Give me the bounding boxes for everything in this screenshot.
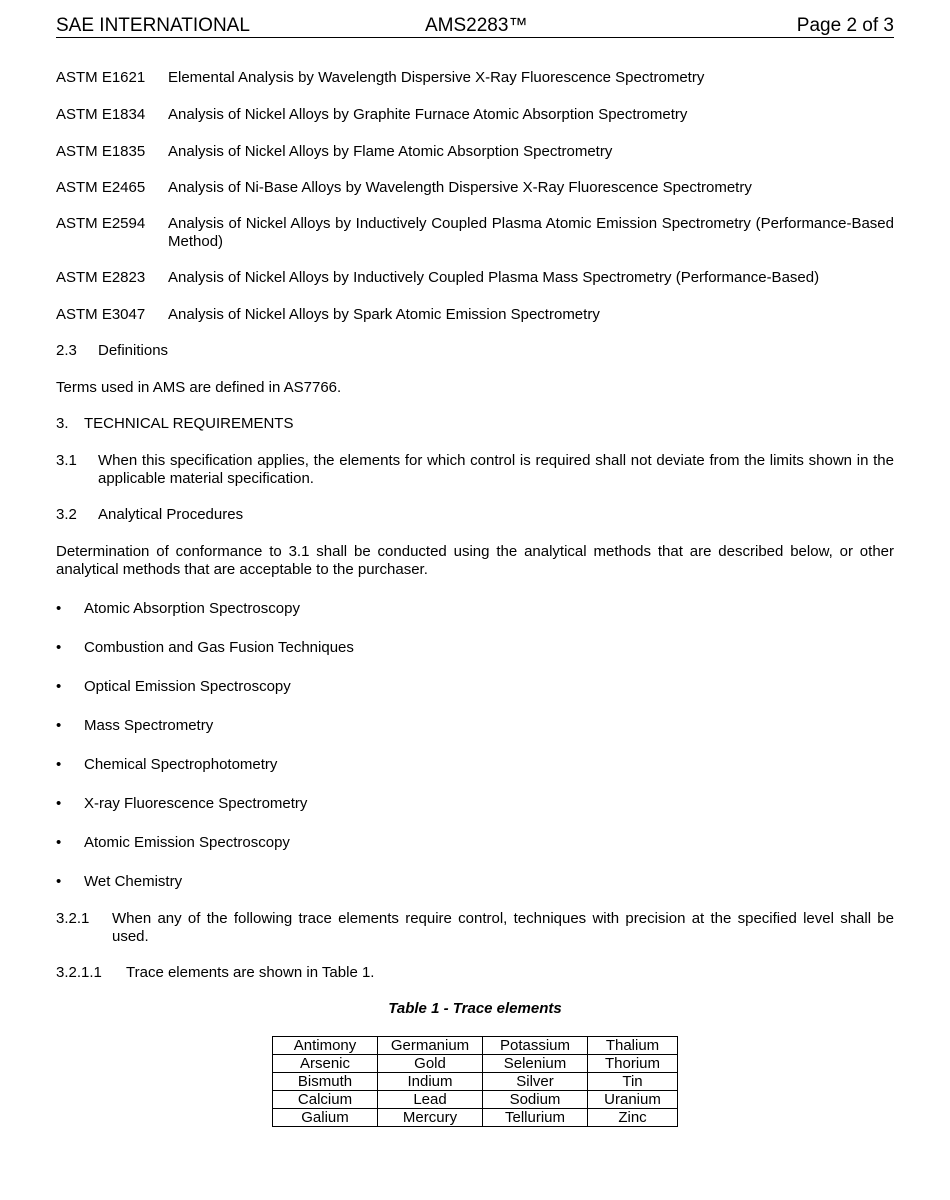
table-row: [273, 1037, 678, 1055]
section-text: When any of the following trace elements require control, techniques with precision at the specified level shall be used.: [112, 910, 894, 945]
table-cell: Bismuth: [273, 1073, 378, 1091]
header-organization: SAE INTERNATIONAL: [56, 15, 250, 36]
section-title: Analytical Procedures: [98, 506, 244, 523]
section-2-3-heading: [56, 342, 169, 360]
reference-item: [56, 269, 894, 287]
reference-title: Analysis of Ni-Base Alloys by Wavelength Dispersive X-Ray Fluorescence Spectrometry: [168, 179, 752, 196]
table-cell: Arsenic: [273, 1055, 378, 1073]
bullet-icon: •: [56, 834, 62, 851]
table-cell: Sodium: [483, 1091, 588, 1109]
table-cell: Gold: [378, 1055, 483, 1073]
reference-code: ASTM E2594: [56, 215, 146, 232]
table-cell: Mercury: [378, 1109, 483, 1127]
table-caption: Table 1 - Trace elements: [388, 1000, 562, 1017]
section-text: When this specification applies, the elements for which control is required shall not deviate from the limits shown in the applicable material specification.: [98, 452, 894, 487]
table-cell: Lead: [378, 1091, 483, 1109]
table-cell: Antimony: [273, 1037, 378, 1055]
method-label: Atomic Emission Spectroscopy: [84, 834, 290, 851]
reference-item: [56, 215, 894, 251]
table-cell: Calcium: [273, 1091, 378, 1109]
reference-code: ASTM E1835: [56, 143, 146, 160]
table-cell: Selenium: [483, 1055, 588, 1073]
reference-title: Analysis of Nickel Alloys by Spark Atomic Emission Spectrometry: [168, 306, 600, 323]
bullet-icon: •: [56, 873, 62, 890]
section-number: 3.2: [56, 506, 77, 523]
bullet-icon: •: [56, 717, 62, 734]
section-number: 3.: [56, 415, 69, 432]
page-header: [56, 15, 894, 38]
method-label: Chemical Spectrophotometry: [84, 756, 278, 773]
method-label: Combustion and Gas Fusion Techniques: [84, 639, 354, 656]
bullet-icon: •: [56, 678, 62, 695]
bullet-icon: •: [56, 600, 62, 617]
section-3-heading: [56, 415, 294, 433]
method-label: Optical Emission Spectroscopy: [84, 678, 291, 695]
reference-title: Analysis of Nickel Alloys by Inductively Coupled Plasma Atomic Emission Spectrometry (Performance-Based Method): [168, 215, 894, 250]
section-3-2-heading: [56, 506, 244, 524]
section-3-2-1-1: [56, 964, 375, 982]
table-cell: Silver: [483, 1073, 588, 1091]
section-3-1: [56, 452, 894, 488]
table-row: [273, 1091, 678, 1109]
header-page-number: Page 2 of 3: [796, 15, 894, 36]
table-row: [273, 1055, 678, 1073]
table-cell: Zinc: [588, 1109, 678, 1127]
method-label: Mass Spectrometry: [84, 717, 214, 734]
section-text: Trace elements are shown in Table 1.: [126, 964, 375, 981]
table-row: [273, 1073, 678, 1091]
reference-title: Elemental Analysis by Wavelength Dispersive X-Ray Fluorescence Spectrometry: [168, 69, 705, 86]
table-cell: Thalium: [588, 1037, 678, 1055]
section-number: 3.1: [56, 452, 77, 469]
table-cell: Germanium: [378, 1037, 483, 1055]
table-cell: Galium: [273, 1109, 378, 1127]
procedures-paragraph: Determination of conformance to 3.1 shall be conducted using the analytical methods that are described below, or other analytical methods that are acceptable to the purchaser.: [56, 543, 894, 578]
reference-title: Analysis of Nickel Alloys by Flame Atomic Absorption Spectrometry: [168, 143, 613, 160]
reference-item: [56, 106, 894, 124]
bullet-icon: •: [56, 756, 62, 773]
reference-item: [56, 69, 894, 87]
reference-title: Analysis of Nickel Alloys by Graphite Furnace Atomic Absorption Spectrometry: [168, 106, 688, 123]
method-label: X-ray Fluorescence Spectrometry: [84, 795, 308, 812]
trace-elements-table: [272, 1036, 678, 1127]
table-cell: Tellurium: [483, 1109, 588, 1127]
reference-code: ASTM E2823: [56, 269, 146, 286]
section-title: Definitions: [98, 342, 169, 359]
reference-code: ASTM E3047: [56, 306, 146, 323]
section-number: 3.2.1.1: [56, 964, 102, 981]
reference-code: ASTM E1834: [56, 106, 146, 123]
table-cell: Uranium: [588, 1091, 678, 1109]
section-title: TECHNICAL REQUIREMENTS: [84, 415, 294, 432]
section-3-2-1: [56, 910, 894, 946]
definitions-paragraph: Terms used in AMS are defined in AS7766.: [56, 379, 342, 396]
header-document-number: AMS2283™: [425, 15, 528, 36]
reference-item: [56, 179, 894, 197]
method-label: Atomic Absorption Spectroscopy: [84, 600, 300, 617]
bullet-icon: •: [56, 639, 62, 656]
reference-code: ASTM E1621: [56, 69, 146, 86]
table-row: [273, 1109, 678, 1127]
table-cell: Indium: [378, 1073, 483, 1091]
reference-item: [56, 143, 894, 161]
method-label: Wet Chemistry: [84, 873, 183, 890]
table-cell: Thorium: [588, 1055, 678, 1073]
reference-item: [56, 306, 894, 324]
section-number: 2.3: [56, 342, 77, 359]
reference-code: ASTM E2465: [56, 179, 146, 196]
table-cell: Potassium: [483, 1037, 588, 1055]
bullet-icon: •: [56, 795, 62, 812]
section-number: 3.2.1: [56, 910, 90, 927]
table-cell: Tin: [588, 1073, 678, 1091]
reference-title: Analysis of Nickel Alloys by Inductively Coupled Plasma Mass Spectrometry (Performance-Based): [168, 269, 820, 286]
